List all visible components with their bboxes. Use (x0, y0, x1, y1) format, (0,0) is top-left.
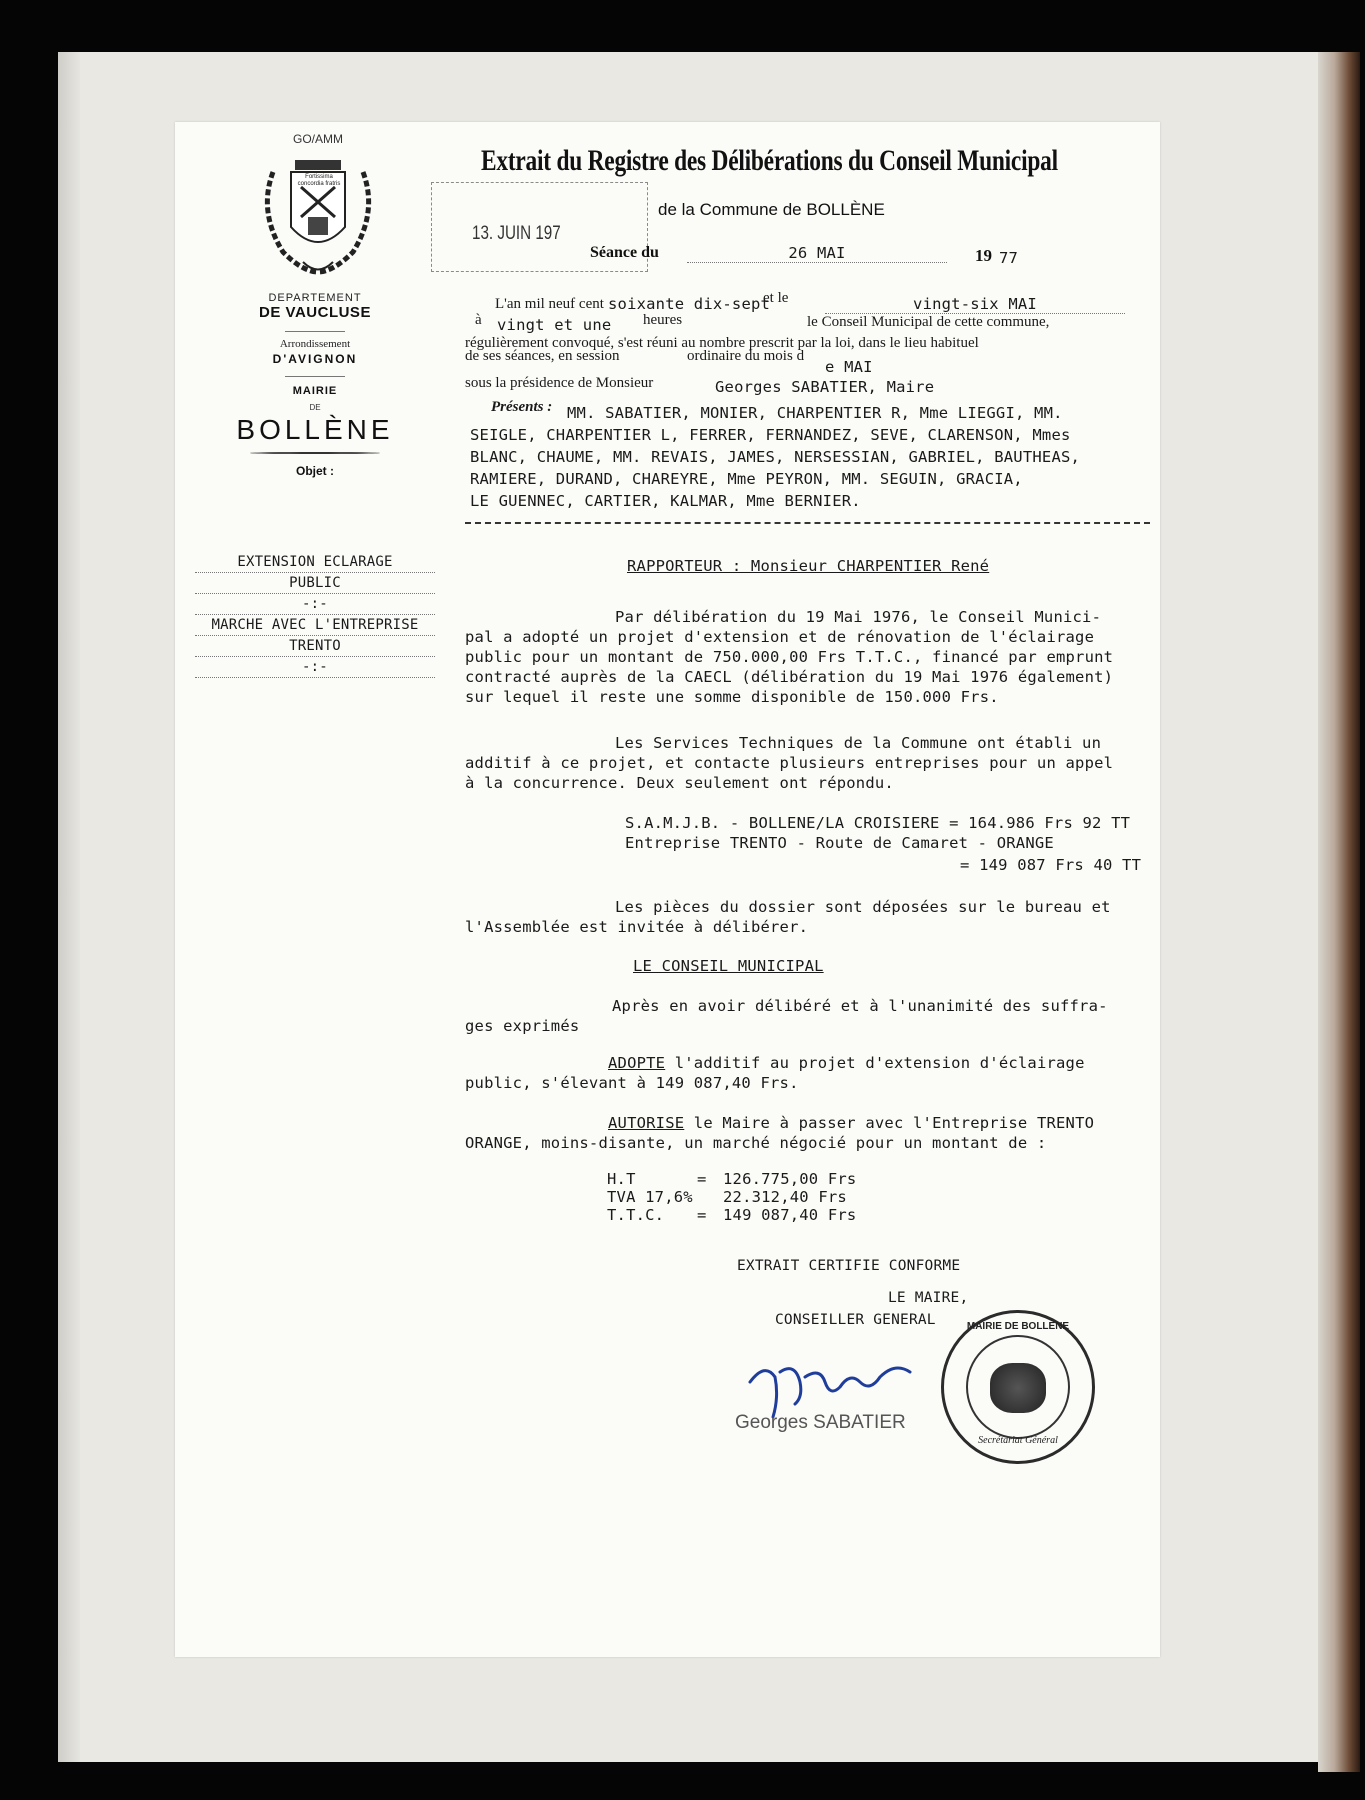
body-line: ges exprimés (465, 1017, 580, 1035)
book-cover-edge (1318, 52, 1360, 1772)
body-line: public pour un montant de 750.000,00 Frs T.T.C., financé par emprunt (465, 648, 1114, 666)
amount-label: TVA 17,6% (607, 1188, 693, 1206)
autorise-keyword: AUTORISE (608, 1114, 685, 1132)
arrondissement-name: D'AVIGNON (272, 352, 358, 366)
autorise-line-2: ORANGE, moins-disante, un marché négocié pour un montant de : (465, 1134, 1047, 1152)
received-stamp-date: 13. JUIN 197 (472, 223, 561, 244)
preamble-2d: le Conseil Municipal de cette commune, (807, 314, 1050, 330)
amount-value: 149 087,40 Frs (723, 1206, 857, 1224)
preamble-4c: e MAI (825, 358, 873, 376)
presents-line: LE GUENNEC, CARTIER, KALMAR, Mme BERNIER. (470, 492, 861, 510)
objet-line: -:- (195, 594, 435, 615)
body-line: Par délibération du 19 Mai 1976, le Conseil Munici- (615, 608, 1102, 626)
coat-label: GO/AMM (293, 132, 343, 146)
autorise-text: le Maire à passer avec l'Entreprise TRENTO (684, 1114, 1095, 1132)
rapporteur: RAPPORTEUR : Monsieur CHARPENTIER René (627, 557, 990, 575)
conseil-heading: LE CONSEIL MUNICIPAL (633, 957, 824, 975)
presents-label: Présents : (491, 399, 553, 415)
page-subtitle: de la Commune de BOLLÈNE (658, 200, 885, 219)
year-suffix: 77 (999, 249, 1019, 267)
departement-name: DE VAUCLUSE (259, 304, 371, 321)
offer-trento: Entreprise TRENTO - Route de Camaret - ORANGE (625, 834, 1054, 852)
presents-line: MM. SABATIER, MONIER, CHARPENTIER R, Mme LIEGGI, MM. (567, 404, 1063, 422)
offer-samjb: S.A.M.J.B. - BOLLENE/LA CROISIERE = 164.986 Frs 92 TT (625, 814, 1131, 832)
amount-value: 22.312,40 Frs (723, 1188, 847, 1206)
de-label: DE (309, 403, 321, 412)
amount-sep: = (697, 1206, 707, 1224)
presents-line: RAMIERE, DURAND, CHAREYRE, Mme PEYRON, MM. SEGUIN, GRACIA, (470, 470, 1023, 488)
adopte-text: l'additif au projet d'extension d'éclairage (665, 1054, 1085, 1072)
body-line: Les Services Techniques de la Commune ont établi un (615, 734, 1102, 752)
preamble-1b: soixante dix-sept (608, 295, 771, 313)
autorise-line (608, 1114, 1094, 1132)
commune-name: BOLLÈNE (236, 414, 394, 445)
preamble-2c: heures (643, 312, 683, 328)
preamble-1a: L'an mil neuf cent (495, 296, 604, 312)
deliberation-sheet (175, 122, 1160, 1657)
preamble-4b: ordinaire du mois d (687, 348, 805, 364)
year-prefix: 19 (975, 246, 992, 265)
adopte-line (608, 1054, 1085, 1072)
book-spine (58, 52, 80, 1762)
mairie-seal-icon (941, 1310, 1095, 1464)
body-line: sur lequel il reste une somme disponible de 150.000 Frs. (465, 688, 999, 706)
objet-line: EXTENSION ECLARAGE (195, 552, 435, 573)
objet-line: MARCHE AVEC L'ENTREPRISE (195, 615, 435, 636)
adopte-keyword: ADOPTE (608, 1054, 666, 1072)
separator-line (465, 522, 1150, 524)
le-maire: LE MAIRE, (888, 1290, 969, 1306)
amount-sep: = (697, 1170, 707, 1188)
signatory-name: Georges SABATIER (735, 1412, 906, 1433)
page-title: Extrait du Registre des Délibérations du Conseil Municipal (481, 144, 1058, 177)
preamble-1c: et le (763, 290, 789, 306)
body-line: additif à ce projet, et contacte plusieurs entreprises pour un appel (465, 754, 1114, 772)
preamble-5a: sous la présidence de Monsieur (465, 375, 654, 391)
objet-line: TRENTO (195, 636, 435, 657)
coat-motto: Fortissima concordia fratris (297, 174, 341, 187)
objet-label: Objet : (296, 464, 334, 478)
arrondissement-label: Arrondissement (279, 338, 351, 350)
amount-label: H.T (607, 1170, 636, 1188)
offer-trento-amount: = 149 087 Frs 40 TT (960, 856, 1142, 874)
presents-line: BLANC, CHAUME, MM. REVAIS, JAMES, NERSESSIAN, GABRIEL, BAUTHEAS, (470, 448, 1081, 466)
conseiller-general: CONSEILLER GENERAL (775, 1312, 936, 1328)
body-line: pal a adopté un projet d'extension et de rénovation de l'éclairage (465, 628, 1095, 646)
body-line: Après en avoir délibéré et à l'unanimité des suffra- (612, 997, 1108, 1015)
seance-date: 26 MAI (687, 244, 947, 263)
departement-label: DEPARTEMENT (268, 292, 362, 304)
body-line: Les pièces du dossier sont déposées sur le bureau et (615, 898, 1111, 916)
body-line: à la concurrence. Deux seulement ont répondu. (465, 774, 894, 792)
seal-bottom-text: Secrétariat Général (978, 1435, 1058, 1446)
mairie-label: MAIRIE (292, 385, 338, 397)
seal-top-text: MAIRIE DE BOLLÈNE (966, 1321, 1070, 1332)
preamble-4a: de ses séances, en session (465, 348, 620, 364)
preamble-1d: vingt-six MAI (825, 295, 1125, 314)
left-column (195, 292, 435, 478)
preamble-2b: vingt et une (497, 316, 612, 334)
objet-block (195, 552, 435, 678)
objet-line: PUBLIC (195, 573, 435, 594)
preamble-5b: Georges SABATIER, Maire (715, 378, 935, 396)
objet-line: -:- (195, 657, 435, 678)
seance-label: Séance du (590, 244, 659, 261)
preamble-2a: à (475, 312, 482, 328)
adopte-line-2: public, s'élevant à 149 087,40 Frs. (465, 1074, 799, 1092)
amount-value: 126.775,00 Frs (723, 1170, 857, 1188)
coat-of-arms-icon (253, 132, 383, 282)
body-line: contracté auprès de la CAECL (délibération du 19 Mai 1976 également) (465, 668, 1114, 686)
certifie-conforme: EXTRAIT CERTIFIE CONFORME (737, 1258, 961, 1274)
preamble-3: régulièrement convoqué, s'est réuni au nombre prescrit par la loi, dans le lieu habituel (465, 335, 979, 351)
presents-line: SEIGLE, CHARPENTIER L, FERRER, FERNANDEZ, SEVE, CLARENSON, Mmes (470, 426, 1071, 444)
amount-label: T.T.C. (607, 1206, 665, 1224)
body-line: l'Assemblée est invitée à délibérer. (465, 918, 809, 936)
